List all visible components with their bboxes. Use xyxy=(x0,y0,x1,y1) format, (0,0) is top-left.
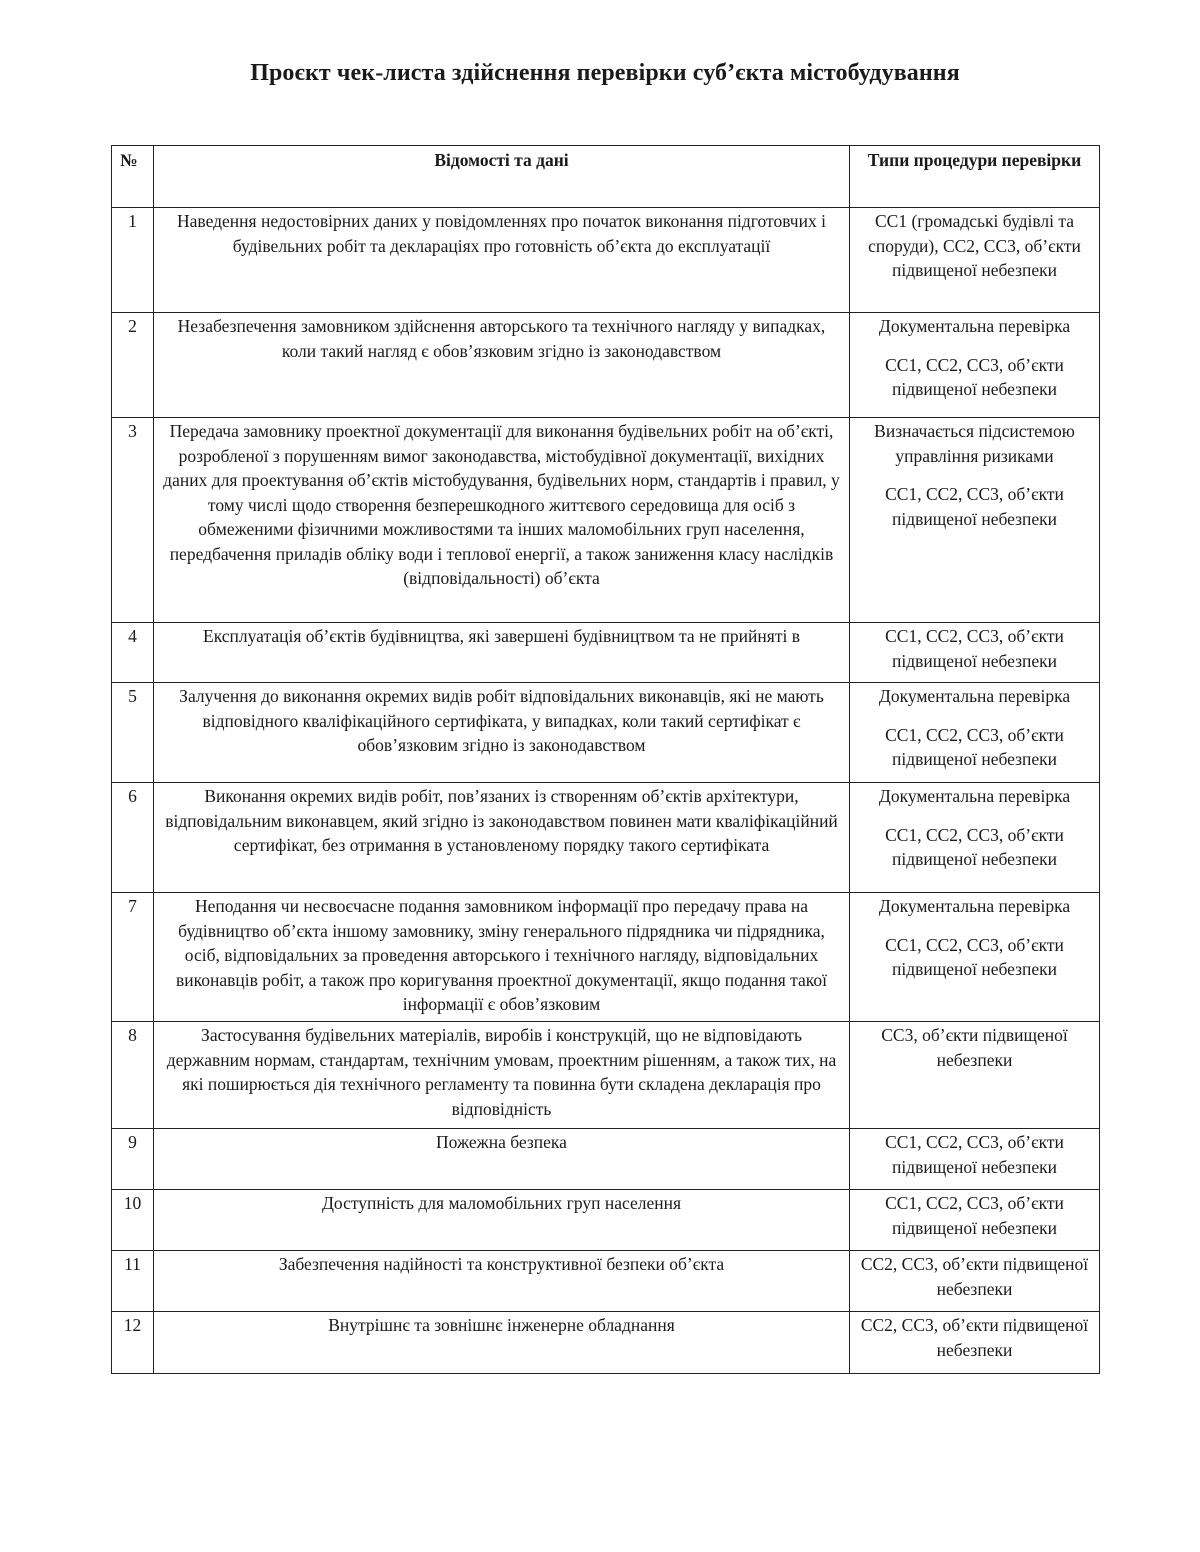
row-type-extra: СС1, СС2, СС3, об’єкти підвищеної небезпеки xyxy=(885,354,1064,399)
row-type-cell xyxy=(850,623,1100,683)
row-description: Наведення недостовірних даних у повідомленнях про початок виконання підготовчих і будівельних робіт та деклараціях про готовність об’єкта до експлуатації xyxy=(154,208,850,313)
header-number: № xyxy=(112,146,154,208)
row-type-main: Документальна перевірка xyxy=(878,316,1071,336)
row-type-cell xyxy=(850,893,1100,1022)
row-type-main: СС1, СС2, СС3, об’єкти підвищеної небезпеки xyxy=(885,1193,1064,1238)
table-row xyxy=(112,623,1100,683)
row-type-cell xyxy=(850,1312,1100,1374)
row-type-cell xyxy=(850,208,1100,313)
row-type-cell xyxy=(850,313,1100,418)
row-type-main: СС1, СС2, СС3, об’єкти підвищеної небезпеки xyxy=(885,626,1064,671)
row-type-extra: СС1, СС2, СС3, об’єкти підвищеної небезпеки xyxy=(885,934,1064,979)
table-row xyxy=(112,1312,1100,1374)
row-description: Експлуатація об’єктів будівництва, які завершені будівництвом та не прийняті в xyxy=(154,623,850,683)
row-type-main: Документальна перевірка xyxy=(878,786,1071,806)
table-row xyxy=(112,1022,1100,1129)
row-type-cell xyxy=(850,1129,1100,1190)
row-description: Застосування будівельних матеріалів, виробів і конструкцій, що не відповідають державним нормам, стандартам, технічним умовам, проектним рішенням, а також тих, на які поширюється дія технічного регламенту та повинна бути складена декларація про відповідність xyxy=(154,1022,850,1129)
row-description: Передача замовнику проектної документації для виконання будівельних робіт на об’єкті, розробленої з порушенням вимог законодавства, містобудівної документації, вихідних даних для проектування об’єктів містобудування, будівельних норм, стандартів і правил, у тому числі щодо створення безперешкодного життєвого середовища для осіб з обмеженими фізичними можливостями та інших маломобільних груп населення, передбачення приладів обліку води і теплової енергії, а також заниження класу наслідків (відповідальності) об’єкта xyxy=(154,418,850,623)
row-number: 1 xyxy=(112,208,154,313)
row-number: 3 xyxy=(112,418,154,623)
header-description: Відомості та дані xyxy=(154,146,850,208)
row-description: Залучення до виконання окремих видів робіт відповідальних виконавців, які не мають відповідного кваліфікаційного сертифіката, у випадках, коли такий сертифікат є обов’язковим згідно із законодавством xyxy=(154,683,850,783)
row-description: Забезпечення надійності та конструктивної безпеки об’єкта xyxy=(154,1251,850,1312)
row-type-main: Визначається підсистемою управління ризиками xyxy=(874,421,1075,466)
row-type-extra: СС1, СС2, СС3, об’єкти підвищеної небезпеки xyxy=(885,724,1064,769)
row-description: Виконання окремих видів робіт, пов’язаних із створенням об’єктів архітектури, відповідальним виконавцем, який згідно із законодавством повинен мати кваліфікаційний сертифікат, без отримання в установленому порядку такого сертифіката xyxy=(154,783,850,893)
row-description: Доступність для маломобільних груп населення xyxy=(154,1190,850,1251)
table-row xyxy=(112,1190,1100,1251)
row-number: 8 xyxy=(112,1022,154,1129)
checklist-table xyxy=(111,145,1100,1374)
row-type-main: СС1, СС2, СС3, об’єкти підвищеної небезпеки xyxy=(885,1132,1064,1177)
row-type-cell xyxy=(850,1022,1100,1129)
table-row xyxy=(112,418,1100,623)
table-row xyxy=(112,1251,1100,1312)
row-type-main: СС2, СС3, об’єкти підвищеної небезпеки xyxy=(860,1254,1089,1299)
row-type-main: СС3, об’єкти підвищеної небезпеки xyxy=(881,1025,1068,1070)
table-row xyxy=(112,208,1100,313)
header-type: Типи процедури перевірки xyxy=(850,146,1100,208)
table-row xyxy=(112,683,1100,783)
table-row xyxy=(112,893,1100,1022)
row-number: 9 xyxy=(112,1129,154,1190)
row-number: 7 xyxy=(112,893,154,1022)
row-type-cell xyxy=(850,418,1100,623)
row-type-cell xyxy=(850,783,1100,893)
row-type-extra: СС1, СС2, СС3, об’єкти підвищеної небезпеки xyxy=(885,824,1064,869)
row-number: 6 xyxy=(112,783,154,893)
row-number: 2 xyxy=(112,313,154,418)
row-number: 4 xyxy=(112,623,154,683)
row-description: Незабезпечення замовником здійснення авторського та технічного нагляду у випадках, коли такий нагляд є обов’язковим згідно із законодавством xyxy=(154,313,850,418)
row-type-cell xyxy=(850,1190,1100,1251)
row-type-main: Документальна перевірка xyxy=(878,686,1071,706)
row-number: 10 xyxy=(112,1190,154,1251)
row-number: 5 xyxy=(112,683,154,783)
row-type-cell xyxy=(850,683,1100,783)
row-type-cell xyxy=(850,1251,1100,1312)
row-number: 12 xyxy=(112,1312,154,1374)
row-description: Внутрішнє та зовнішнє інженерне обладнання xyxy=(154,1312,850,1374)
table-header-row xyxy=(112,146,1100,208)
row-type-main: СС1 (громадські будівлі та споруди), СС2, СС3, об’єкти підвищеної небезпеки xyxy=(868,211,1081,280)
row-description: Неподання чи несвоєчасне подання замовником інформації про передачу права на будівництво об’єкта іншому замовнику, зміну генерального підрядника чи підрядника, осіб, відповідальних за проведення авторського і технічного нагляду, відповідальних виконавців робіт, а також про коригування проектної документації, якщо подання такої інформації є обов’язковим xyxy=(154,893,850,1022)
row-description: Пожежна безпека xyxy=(154,1129,850,1190)
row-type-extra: СС1, СС2, СС3, об’єкти підвищеної небезпеки xyxy=(885,484,1064,529)
row-type-main: Документальна перевірка xyxy=(878,896,1071,916)
row-type-main: СС2, СС3, об’єкти підвищеної небезпеки xyxy=(860,1315,1089,1360)
document-title: Проєкт чек-листа здійснення перевірки суб’єкта містобудування xyxy=(250,60,960,86)
table-row xyxy=(112,1129,1100,1190)
row-number: 11 xyxy=(112,1251,154,1312)
table-row xyxy=(112,313,1100,418)
table-row xyxy=(112,783,1100,893)
